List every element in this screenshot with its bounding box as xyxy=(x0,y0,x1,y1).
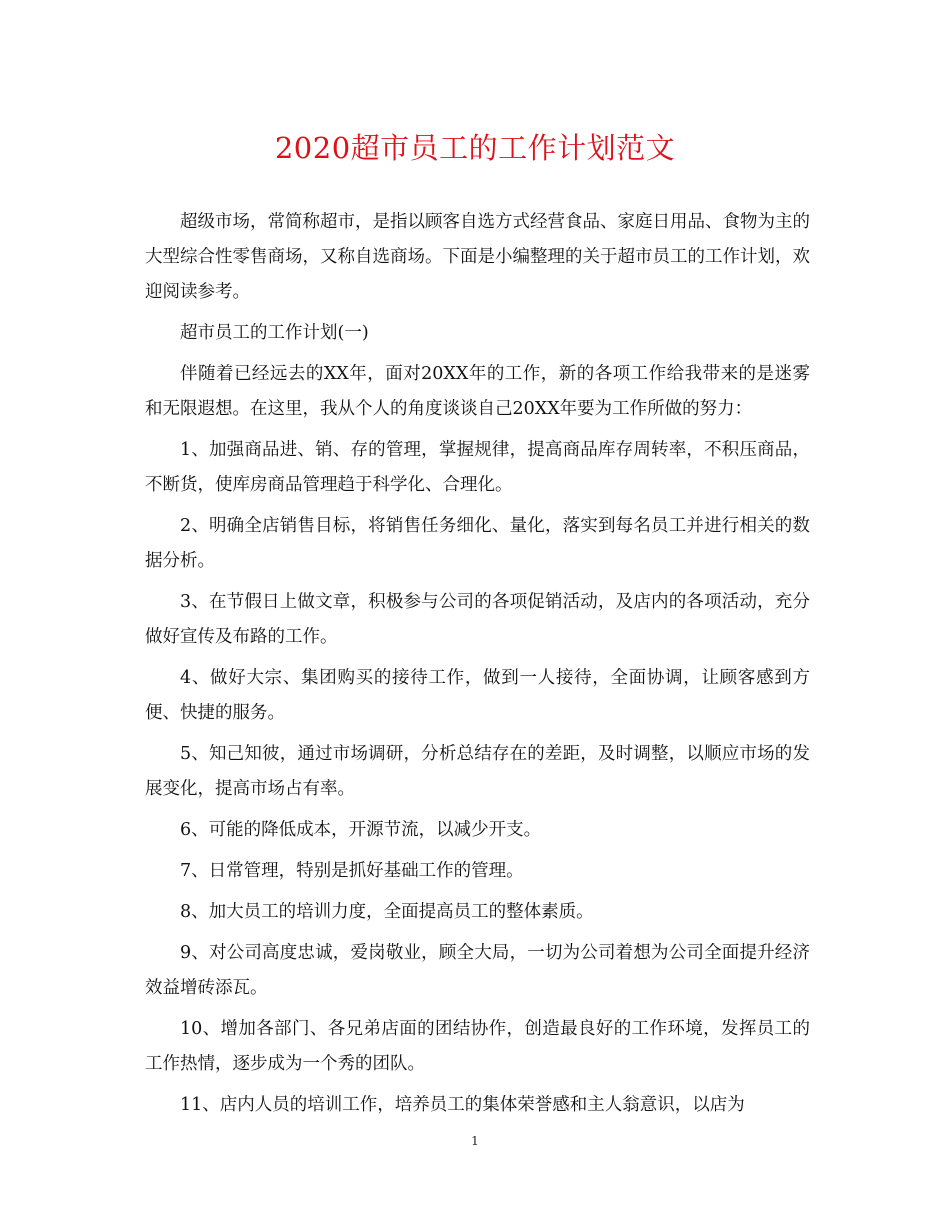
list-item: 10、增加各部门、各兄弟店面的团结协作，创造最良好的工作环境，发挥员工的工作热情，逐步成为一个秀的团队。 xyxy=(145,1019,810,1074)
list-item: 6、可能的降低成本，开源节流，以减少开支。 xyxy=(180,820,542,840)
document-title: 2020超市员工的工作计划范文 xyxy=(274,131,676,165)
list-item: 11、店内人员的培训工作，培养员工的集体荣誉感和主人翁意识，以店为 xyxy=(180,1095,745,1115)
document-body xyxy=(145,205,810,1129)
list-item: 9、对公司高度忠诚，爱岗敬业，顾全大局，一切为公司着想为公司全面提升经济效益增砖添瓦。 xyxy=(145,943,810,998)
intro-paragraph: 超级市场，常简称超市，是指以顾客自选方式经营食品、家庭日用品、食物为主的大型综合性零售商场，又称自选商场。下面是小编整理的关于超市员工的工作计划，欢迎阅读参考。 xyxy=(145,212,810,302)
opening-paragraph: 伴随着已经远去的XX年，面对20XX年的工作，新的各项工作给我带来的是迷雾和无限遐想。在这里，我从个人的角度谈谈自己20XX年要为工作所做的努力： xyxy=(145,364,810,419)
list-item: 5、知己知彼，通过市场调研，分析总结存在的差距，及时调整，以顺应市场的发展变化，提高市场占有率。 xyxy=(145,744,810,799)
list-item: 2、明确全店销售目标，将销售任务细化、量化，落实到每名员工并进行相关的数据分析。 xyxy=(145,516,810,571)
page-number: 1 xyxy=(471,1134,479,1148)
section-heading: 超市员工的工作计划(一) xyxy=(180,323,369,343)
list-item: 3、在节假日上做文章，积极参与公司的各项促销活动，及店内的各项活动，充分做好宣传及布路的工作。 xyxy=(145,592,810,647)
list-item: 7、日常管理，特别是抓好基础工作的管理。 xyxy=(180,861,524,881)
list-item: 8、加大员工的培训力度，全面提高员工的整体素质。 xyxy=(180,902,594,922)
list-item: 1、加强商品进、销、存的管理，掌握规律，提高商品库存周转率，不积压商品，不断货，使库房商品管理趋于科学化、合理化。 xyxy=(145,440,810,495)
list-item: 4、做好大宗、集团购买的接待工作，做到一人接待，全面协调，让顾客感到方便、快捷的服务。 xyxy=(145,668,810,723)
